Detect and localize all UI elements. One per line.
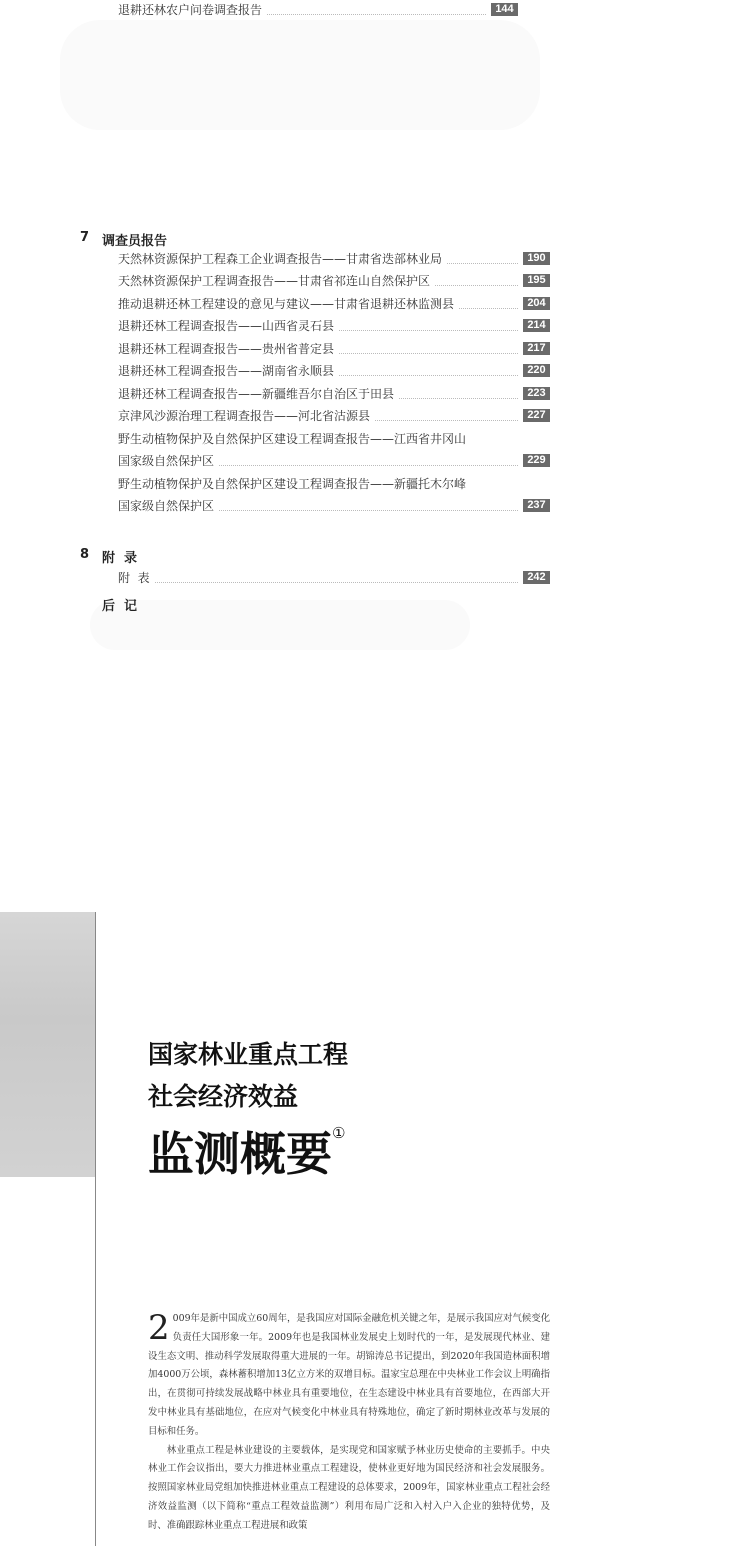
toc-entry-title: 天然林资源保护工程调查报告——甘肃省祁连山自然保护区 xyxy=(118,274,434,288)
afterword-title[interactable]: 后 记 xyxy=(102,599,138,614)
scan-shadow xyxy=(60,20,540,130)
toc-entry[interactable] xyxy=(118,496,550,516)
page-number-badge: 195 xyxy=(523,274,550,287)
toc-entry-title: 退耕还林工程调查报告——湖南省永顺县 xyxy=(118,364,338,378)
toc-entry-title: 推动退耕还林工程建设的意见与建议——甘肃省退耕还林监测县 xyxy=(118,297,458,311)
toc-entry-title: 退耕还林工程调查报告——新疆维吾尔自治区于田县 xyxy=(118,387,398,401)
chapter-title-line3: 监测概要 xyxy=(148,1127,332,1181)
page-number-badge: 190 xyxy=(523,252,550,265)
toc-entry-title: 附 表 xyxy=(118,571,154,585)
page-number-badge: 227 xyxy=(523,409,550,422)
section-title: 调查员报告 xyxy=(102,234,168,249)
page-number-badge: 223 xyxy=(523,387,550,400)
toc-entry[interactable] xyxy=(118,339,550,359)
toc-entry[interactable] xyxy=(118,0,518,20)
chapter-title-line2: 社会经济效益 xyxy=(148,1082,299,1111)
toc-entry[interactable] xyxy=(118,361,550,381)
page-number-badge: 220 xyxy=(523,364,550,377)
chapter-body-text xyxy=(148,1310,550,1536)
toc-entry[interactable] xyxy=(118,316,550,336)
toc-entry[interactable] xyxy=(118,271,550,291)
toc-entry-title-line1[interactable]: 野生动植物保护及自然保护区建设工程调查报告——新疆托木尔峰 xyxy=(118,477,467,491)
toc-entry[interactable] xyxy=(118,406,550,426)
section-number: 8 xyxy=(80,547,90,562)
toc-entry-title: 京津风沙源治理工程调查报告——河北省沽源县 xyxy=(118,409,374,423)
section-number: 7 xyxy=(80,230,90,245)
toc-entry-title: 天然林资源保护工程森工企业调查报告——甘肃省迭部林业局 xyxy=(118,252,446,266)
page-divider-line xyxy=(95,912,96,1546)
toc-entry-title-line2: 国家级自然保护区 xyxy=(118,499,218,513)
footnote-marker: ① xyxy=(332,1124,346,1142)
scan-shadow xyxy=(90,600,470,650)
toc-entry-title-line2: 国家级自然保护区 xyxy=(118,454,218,468)
page-number-badge: 144 xyxy=(491,3,518,16)
chapter-title-main xyxy=(148,1124,345,1184)
page-number-badge: 229 xyxy=(523,454,550,467)
paragraph-text: 009年是新中国成立60周年，是我国应对国际金融危机关键之年，是展示我国应对气候变化负责任大国形象一年。2009年也是我国林业发展史上划时代的一年，是发展现代林业、建设生态文明、推动科学发展取得重大进展的一年。胡锦涛总书记提出，到2020年我国造林面积增加4000万公顷，森林蓄积增加13亿立方米的双增目标。温家宝总理在中央林业工作会议上明确指出，在贯彻可持续发展战略中林业具有重要地位，在生态建设中林业具有首要地位，在西部大开发中林业具有基础地位，在应对气候变化中林业具有特殊地位，确定了新时期林业改革与发展的目标和任务。 xyxy=(148,1313,550,1437)
page-number-badge: 204 xyxy=(523,297,550,310)
toc-entry-title-line1[interactable]: 野生动植物保护及自然保护区建设工程调查报告——江西省井冈山 xyxy=(118,432,467,446)
toc-entry-title: 退耕还林工程调查报告——山西省灵石县 xyxy=(118,319,338,333)
page-number-badge: 217 xyxy=(523,342,550,355)
section-title: 附 录 xyxy=(102,551,138,566)
toc-entry[interactable] xyxy=(118,249,550,269)
page-number-badge: 242 xyxy=(523,571,550,584)
page-number-badge: 237 xyxy=(523,499,550,512)
decorative-gray-panel xyxy=(0,912,95,1177)
toc-entry[interactable] xyxy=(118,451,550,471)
paragraph-text: 林业重点工程是林业建设的主要载体，是实现党和国家赋予林业历史使命的主要抓手。中央林业工作会议指出，要大力推进林业重点工程建设，使林业更好地为国民经济和社会发展服务。按照国家林业局党组加快推进林业重点工程建设的总体要求，2009年，国家林业重点工程社会经济效益监测（以下简称“重点工程效益监测”）利用布局广泛和入村入户入企业的独特优势，及时、准确跟踪林业重点工程进展和政策 xyxy=(148,1444,550,1531)
toc-entry[interactable] xyxy=(118,568,550,588)
toc-entry-title: 退耕还林工程调查报告——贵州省普定县 xyxy=(118,342,338,356)
paragraph xyxy=(148,1442,550,1536)
page-number-badge: 214 xyxy=(523,319,550,332)
toc-entry[interactable] xyxy=(118,294,550,314)
paragraph xyxy=(148,1310,550,1442)
drop-cap: 2 xyxy=(148,1308,170,1348)
toc-entry[interactable] xyxy=(118,384,550,404)
chapter-title-line1: 国家林业重点工程 xyxy=(148,1040,349,1069)
dot-leader xyxy=(118,582,518,583)
toc-entry-title: 退耕还林农户问卷调查报告 xyxy=(118,3,266,17)
